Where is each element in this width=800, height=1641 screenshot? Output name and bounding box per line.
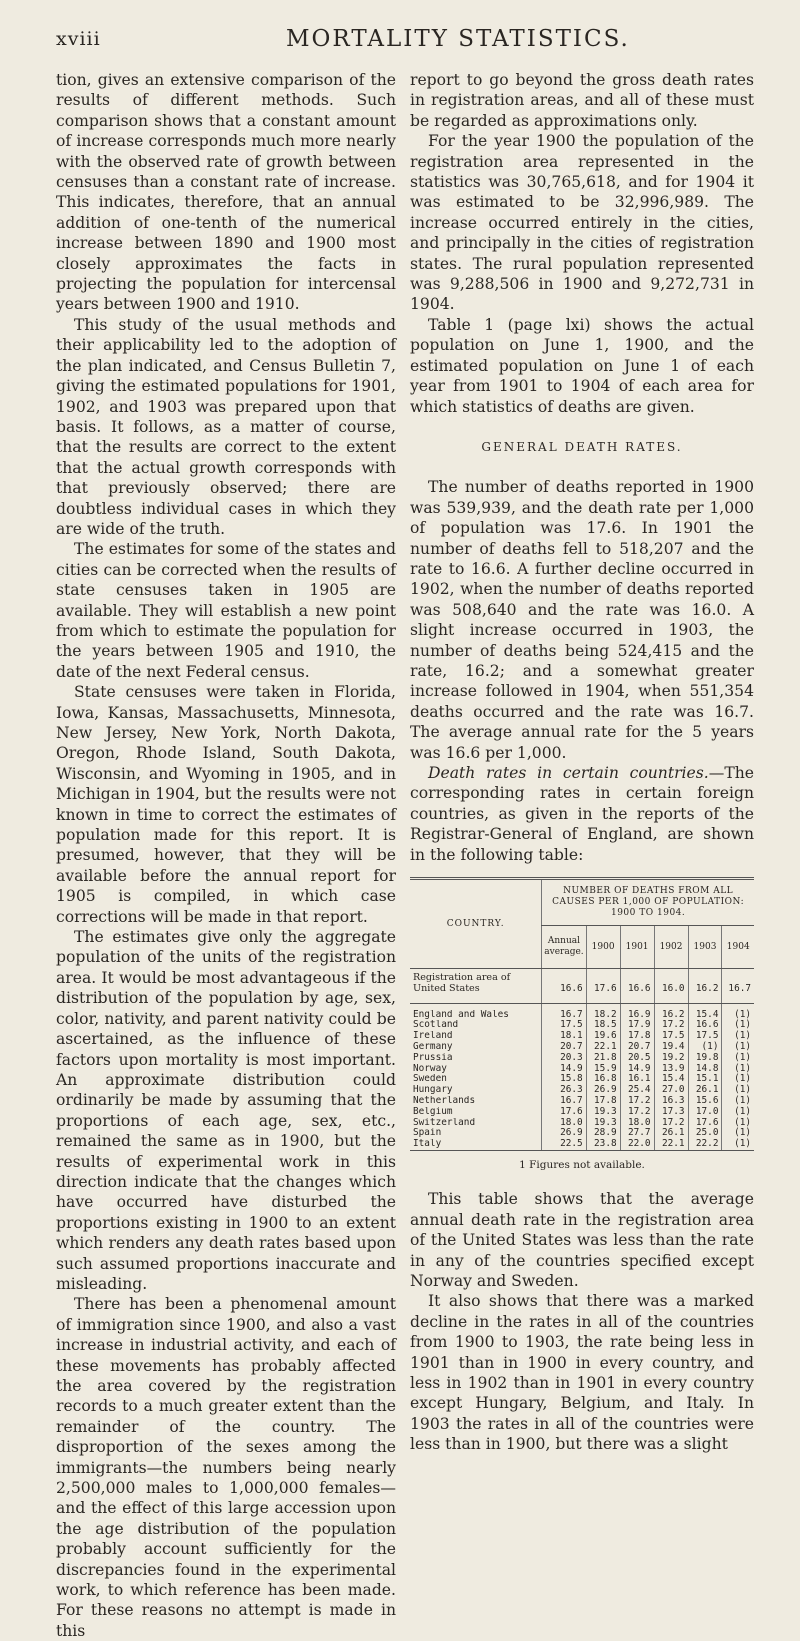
running-head: MORTALITY STATISTICS. <box>286 26 630 52</box>
cell: 17.2 <box>620 1096 654 1107</box>
cell: 25.4 <box>620 1085 654 1096</box>
right-paragraph: It also shows that there was a marked decline in the rates in all of the countries from 1900 to 1903, the rate being less in 1901 than in 1900 in every country, and less in 1902 than in 1901 in every country except Hungary, Belgium, and Italy. In 1903 the rates in all of the countries were less than in 1900, but there was a slight <box>410 1292 754 1454</box>
cell: 20.5 <box>620 1053 654 1064</box>
row-label: Norway <box>413 1063 447 1074</box>
cell: 25.0 <box>688 1128 722 1139</box>
cell: 15.4 <box>654 1074 688 1085</box>
cell: 26.3 <box>542 1085 586 1096</box>
row-label: Sweden <box>413 1074 447 1085</box>
cell: 16.0 <box>654 969 688 1004</box>
cell: 13.9 <box>654 1064 688 1075</box>
left-paragraph: The estimates give only the aggregate population of the units of the registration area. It would be most advantageous if the distribution of the population by age, sex, color, nativity, and parent nativity could be ascertained, as the influence of these factors upon mortality is most important. An approximate distribution could ordinarily be made by assuming that the proportions of each age, sex, etc., remained the same as in 1900, but the results of experimental work in this direction indicate that the changes which have occurred have disturbed the proportions existing in 1900 to an extent which renders any death rates based upon such assumed proportions inaccurate and misleading. <box>56 928 396 1293</box>
cell: 17.8 <box>620 1031 654 1042</box>
cell: 20.7 <box>620 1042 654 1053</box>
cell: 18.0 <box>620 1118 654 1129</box>
left-paragraph: State censuses were taken in Florida, Iowa, Kansas, Massachusetts, Minnesota, New Jersey, New York, North Dakota, Oregon, Rhode Island, South Dakota, Wisconsin, and Wyoming in 1905, and in Michigan in 1904, but the results were not known in time to correct the estimates of population made for this report. It is presumed, however, that they will be available before the annual report for 1905 is compiled, in which case corrections will be made in that report. <box>56 683 396 926</box>
cell: 19.4 <box>654 1042 688 1053</box>
cell: 26.1 <box>654 1128 688 1139</box>
cell: 14.9 <box>620 1064 654 1075</box>
col-header-average: Annual average. <box>542 926 586 969</box>
table-row <box>410 1085 754 1096</box>
cell: 15.6 <box>688 1096 722 1107</box>
group-header: NUMBER OF DEATHS FROM ALL CAUSES PER 1,000 OF POPULATION: 1900 TO 1904. <box>542 880 754 926</box>
cell: (1) <box>722 1128 754 1139</box>
cell: (1) <box>722 1139 754 1150</box>
cell: 16.7 <box>542 1096 586 1107</box>
cell: (1) <box>722 1010 754 1021</box>
cell: (1) <box>722 1064 754 1075</box>
cell: 14.8 <box>688 1064 722 1075</box>
table-row <box>410 1107 754 1118</box>
cell: 17.5 <box>542 1020 586 1031</box>
row-label: Switzerland <box>413 1117 476 1128</box>
cell: 17.3 <box>654 1107 688 1118</box>
right-column <box>410 70 754 1455</box>
right-paragraph: report to go beyond the gross death rates in registration areas, and all of these must be regarded as approximations only. <box>410 71 754 130</box>
right-paragraph: Table 1 (page lxi) shows the actual population on June 1, 1900, and the estimated population on June 1 of each year from 1901 to 1904 of each area for which statistics of deaths are given. <box>410 315 754 416</box>
cell: 18.5 <box>586 1020 620 1031</box>
italic-para-rest: —The corresponding rates in certain foreign countries, as given in the reports of the Registrar-General of England, are shown in the following table: <box>410 764 754 864</box>
row-label: Scotland <box>413 1020 459 1031</box>
col-header-1904: 1904 <box>722 926 754 969</box>
table-row <box>410 1053 754 1064</box>
table-row <box>410 1128 754 1139</box>
cell: 22.1 <box>654 1139 688 1150</box>
cell: 17.6 <box>542 1107 586 1118</box>
table-bottom-rule <box>410 1150 754 1151</box>
right-paragraph: The number of deaths reported in 1900 was 539,939, and the death rate per 1,000 of population was 17.6. In 1901 the number of deaths fell to 518,207 and the rate to 16.6. A further decline occurred in 1902, when the number of deaths reported was 508,640 and the rate was 16.0. A slight increase occurred in 1903, the number of deaths being 524,415 and the rate, 16.2; and a somewhat greater increase followed in 1904, when 551,354 deaths occurred and the rate was 16.7. The average annual rate for the 5 years was 16.6 per 1,000. <box>410 478 754 762</box>
cell: 14.9 <box>542 1064 586 1075</box>
cell: 18.2 <box>586 1010 620 1021</box>
cell: 22.0 <box>620 1139 654 1150</box>
left-column <box>56 70 396 1641</box>
page-header <box>56 18 760 58</box>
table-row-us <box>410 969 754 1004</box>
cell: 17.6 <box>586 969 620 1004</box>
section-heading: GENERAL DEATH RATES. <box>481 439 683 454</box>
col-header-1901: 1901 <box>620 926 654 969</box>
cell: (1) <box>722 1096 754 1107</box>
row-label: Germany <box>413 1042 453 1053</box>
row-label: Prussia <box>413 1052 453 1063</box>
cell: 19.3 <box>586 1118 620 1129</box>
page-number: xviii <box>56 28 101 50</box>
right-paragraph: This table shows that the average annual death rate in the registration area of the United States was less than the rate in any of the countries specified except Norway and Sweden. <box>410 1190 754 1291</box>
cell: 15.1 <box>688 1074 722 1085</box>
row-label: Spain <box>413 1128 442 1139</box>
cell: 19.3 <box>586 1107 620 1118</box>
cell: 17.2 <box>654 1020 688 1031</box>
table-row <box>410 1096 754 1107</box>
cell: 16.2 <box>688 969 722 1004</box>
cell: 22.2 <box>688 1139 722 1150</box>
row-label: Ireland <box>413 1031 453 1042</box>
cell: 16.1 <box>620 1074 654 1085</box>
left-paragraph: The estimates for some of the states and cities can be corrected when the results of state censuses taken in 1905 are available. They will establish a new point from which to estimate the population for the years between 1905 and 1910, the date of the next Federal census. <box>56 540 396 681</box>
col-header-1902: 1902 <box>654 926 688 969</box>
cell: (1) <box>722 1020 754 1031</box>
cell: (1) <box>722 1118 754 1129</box>
cell: 19.8 <box>688 1053 722 1064</box>
row-label: Registration area of United States <box>410 969 542 1004</box>
cell: 16.3 <box>654 1096 688 1107</box>
cell: 17.5 <box>688 1031 722 1042</box>
cell: 20.3 <box>542 1053 586 1064</box>
row-label: Hungary <box>413 1085 453 1096</box>
cell: 26.9 <box>542 1128 586 1139</box>
cell: 18.1 <box>542 1031 586 1042</box>
table-row <box>410 1074 754 1085</box>
cell: 16.6 <box>620 969 654 1004</box>
cell: 15.8 <box>542 1074 586 1085</box>
cell: 23.8 <box>586 1139 620 1150</box>
cell: 17.5 <box>654 1031 688 1042</box>
cell: 19.2 <box>654 1053 688 1064</box>
cell: (1) <box>722 1042 754 1053</box>
cell: (1) <box>722 1074 754 1085</box>
cell: (1) <box>722 1031 754 1042</box>
cell: 16.6 <box>542 969 586 1004</box>
cell: 27.0 <box>654 1085 688 1096</box>
cell: 16.7 <box>722 969 754 1004</box>
cell: 22.5 <box>542 1139 586 1150</box>
cell: 17.2 <box>620 1107 654 1118</box>
cell: 17.6 <box>688 1118 722 1129</box>
table-row <box>410 1118 754 1129</box>
cell: (1) <box>688 1042 722 1053</box>
italic-lead: Death rates in certain countries. <box>428 764 709 782</box>
left-paragraph: There has been a phenomenal amount of immigration since 1900, and also a vast increase in industrial activity, and each of these movements has probably affected the area covered by the registration records to a much greater extent than the remainder of the country. The disproportion of the sexes among the immigrants—the numbers being nearly 2,500,000 males to 1,000,000 females—and the effect of this large accession upon the age distribution of the population probably account sufficiently for the discrepancies found in the experimental work, to which reference has been made. For these reasons no attempt is made in this <box>56 1295 396 1640</box>
cell: 16.7 <box>542 1010 586 1021</box>
cell: 17.9 <box>620 1020 654 1031</box>
cell: (1) <box>722 1053 754 1064</box>
table-row <box>410 1139 754 1150</box>
cell: 15.9 <box>586 1064 620 1075</box>
row-label: England and Wales <box>413 1009 509 1020</box>
country-column-header: COUNTRY. <box>410 880 542 969</box>
cell: 20.7 <box>542 1042 586 1053</box>
right-paragraph: For the year 1900 the population of the registration area represented in the statistics was 30,765,618, and for 1904 it was estimated to be 32,996,989. The increase occurred entirely in the cities, and principally in the cities of registration states. The rural population represented was 9,288,506 in 1900 and 9,272,731 in 1904. <box>410 132 754 314</box>
cell: 16.9 <box>620 1010 654 1021</box>
right-paragraph-italic-lead <box>410 763 754 865</box>
cell: 27.7 <box>620 1128 654 1139</box>
cell: 15.4 <box>688 1010 722 1021</box>
cell: 22.1 <box>586 1042 620 1053</box>
cell: 26.1 <box>688 1085 722 1096</box>
left-paragraph: This study of the usual methods and their applicability led to the adoption of the plan indicated, and Census Bulletin 7, giving the estimated populations for 1901, 1902, and 1903 was prepared upon that basis. It follows, as a matter of course, that the results are correct to the extent that the actual growth corresponds with that previously observed; there are doubtless individual cases in which they are wide of the truth. <box>56 315 396 538</box>
col-header-1903: 1903 <box>688 926 722 969</box>
cell: 17.2 <box>654 1118 688 1129</box>
cell: 16.2 <box>654 1010 688 1021</box>
row-label: Belgium <box>413 1106 453 1117</box>
death-rates-table <box>410 880 754 1150</box>
table-footnote: 1 Figures not available. <box>519 1158 645 1171</box>
cell: 26.9 <box>586 1085 620 1096</box>
cell: 19.6 <box>586 1031 620 1042</box>
cell: 21.8 <box>586 1053 620 1064</box>
cell: (1) <box>722 1085 754 1096</box>
cell: 28.9 <box>586 1128 620 1139</box>
row-label: Netherlands <box>413 1096 476 1106</box>
cell: (1) <box>722 1107 754 1118</box>
cell: 16.6 <box>688 1020 722 1031</box>
left-paragraph: tion, gives an extensive comparison of the results of different methods. Such comparison shows that a constant amount of increase corresponds much more nearly with the observed rate of growth between censuses than a constant rate of increase. This indicates, therefore, that an annual addition of one-tenth of the numerical increase between 1890 and 1900 most closely approximates the facts in projecting the population for intercensal years between 1900 and 1910. <box>56 71 396 314</box>
cell: 17.8 <box>586 1096 620 1107</box>
cell: 17.0 <box>688 1107 722 1118</box>
cell: 16.8 <box>586 1074 620 1085</box>
cell: 18.0 <box>542 1118 586 1129</box>
row-label: Italy <box>413 1139 442 1150</box>
col-header-1900: 1900 <box>586 926 620 969</box>
